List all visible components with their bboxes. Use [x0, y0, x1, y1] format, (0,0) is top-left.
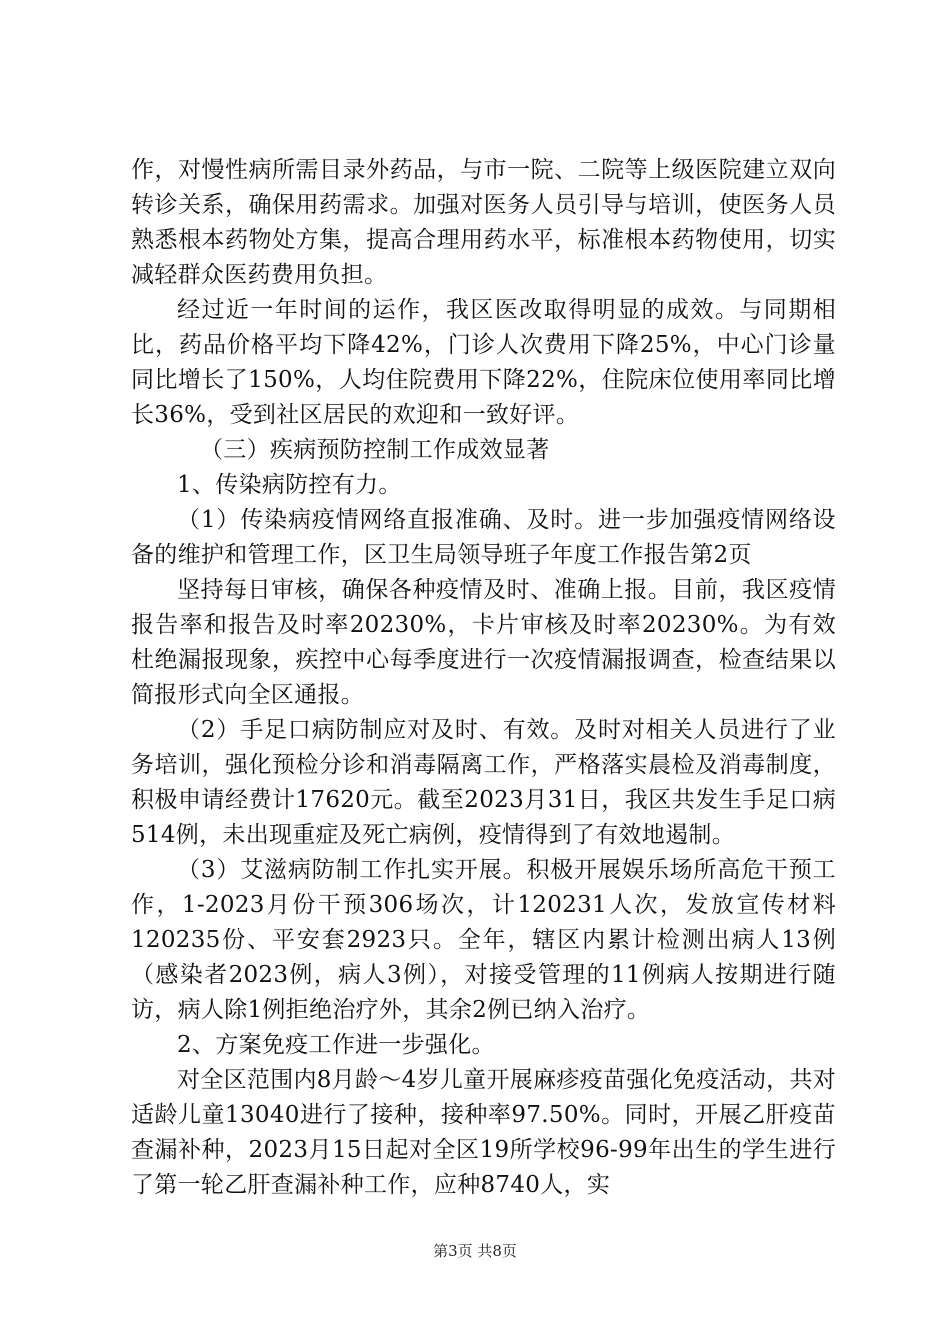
- paragraph-reform-results: 经过近一年时间的运作，我区医改取得明显的成效。与同期相比，药品价格平均下降42%，门诊人次费用下降25%，中心门诊量同比增长了150%，人均住院费用下降22%，住院床位使用率同比增长36%，受到社区居民的欢迎和一致好评。: [131, 297, 836, 428]
- paragraph-hand-foot-mouth: （2）手足口病防制应对及时、有效。及时对相关人员进行了业务培训，强化预检分诊和消毒隔离工作，严格落实晨检及消毒制度，积极申请经费计17620元。截至2023月31日，我区共发生手足口病514例，未出现重症及死亡病例，疫情得到了有效地遏制。: [131, 717, 836, 848]
- paragraph-continuation: 作，对慢性病所需目录外药品，与市一院、二院等上级医院建立双向转诊关系，确保用药需求。加强对医务人员引导与培训，使医务人员熟悉根本药物处方集，提高合理用药水平，标准根本药物使用，切实减轻群众医药费用负担。: [131, 157, 836, 288]
- paragraph-epidemic-reporting: （1）传染病疫情网络直报准确、及时。进一步加强疫情网络设备的维护和管理工作，区卫生局领导班子年度工作报告第2页: [131, 507, 836, 568]
- paragraph-aids-control: （3）艾滋病防制工作扎实开展。积极开展娱乐场所高危干预工作，1-2023月份干预306场次，计120231人次，发放宣传材料120235份、平安套2923只。全年，辖区内累计检测出病人13例（感染者2023例，病人3例），对接受管理的11例病人按期进行随访，病人除1例拒绝治疗外，其余2例已纳入治疗。: [131, 857, 836, 1023]
- paragraph-measles-vaccination: 对全区范围内8月龄～4岁儿童开展麻疹疫苗强化免疫活动，共对适龄儿童13040进行了接种，接种率97.50%。同时，开展乙肝疫苗查漏补种，2023月15日起对全区19所学校96-99年出生的学生进行了第一轮乙肝查漏补种工作，应种8740人，实: [131, 1067, 836, 1198]
- subheading-immunization: 2、方案免疫工作进一步强化。: [177, 1032, 495, 1058]
- subheading-infectious-disease: 1、传染病防控有力。: [177, 472, 402, 498]
- section-heading-disease-control: （三）疾病预防控制工作成效显著: [200, 437, 550, 463]
- document-body: [131, 153, 836, 1203]
- page-footer: 第3页 共8页: [433, 1242, 517, 1260]
- paragraph-daily-review: 坚持每日审核，确保各种疫情及时、准确上报。目前，我区疫情报告率和报告及时率20230%，卡片审核及时率20230%。为有效杜绝漏报现象，疾控中心每季度进行一次疫情漏报调查，检查结果以简报形式向全区通报。: [131, 577, 836, 708]
